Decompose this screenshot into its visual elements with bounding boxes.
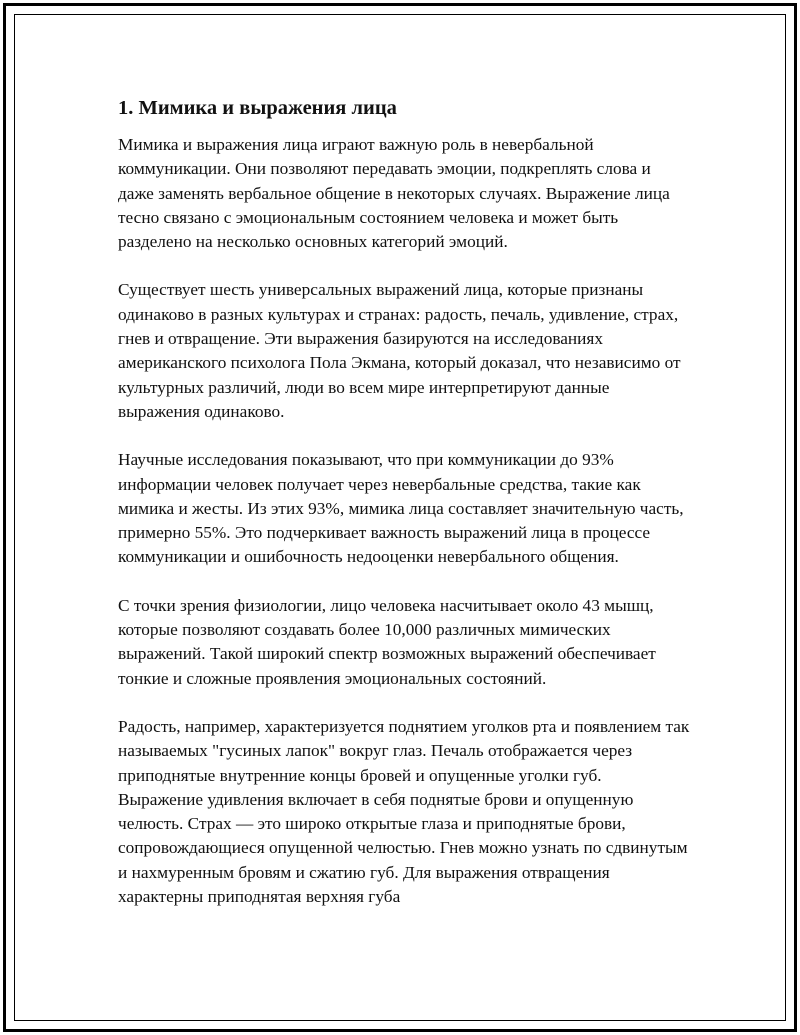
paragraph: Научные исследования показывают, что при коммуникации до 93% информации человек получает через невербальные средства, такие как мимика и жесты. Из этих 93%, мимика лица составляет значительную часть, примерно 55%. Это подчеркивает важность выражений лица в процессе коммуникации и ошибочность недооценки невербального общения. — [118, 450, 684, 567]
paragraph: С точки зрения физиологии, лицо человека насчитывает около 43 мышц, которые позволяют создавать более 10,000 различных мимических выражений. Такой широкий спектр возможных выражений обеспечивает тонкие и сложные проявления эмоциональных состояний. — [118, 595, 656, 688]
paragraph: Мимика и выражения лица играют важную роль в невербальной коммуникации. Они позволяют передавать эмоции, подкреплять слова и даже заменять вербальное общение в некоторых случаях. Выражение лица тесно связано с эмоциональным состоянием человека и может быть разделено на несколько основных категорий эмоций. — [118, 135, 670, 252]
paragraph: Радость, например, характеризуется поднятием уголков рта и появлением так называемых "гусиных лапок" вокруг глаз. Печаль отображается через приподнятые внутренние концы бровей и опущенные уголки губ. Выражение удивления включает в себя поднятые брови и опущенную челюсть. Страх — это широко открытые глаза и приподнятые брови, сопровождающиеся опущенной челюстью. Гнев можно узнать по сдвинутым и нахмуренным бровям и сжатию губ. Для выражения отвращения характерны приподнятая верхняя губа — [118, 716, 690, 907]
document-body — [118, 95, 690, 909]
paragraph: Существует шесть универсальных выражений лица, которые признаны одинаково в разных культурах и странах: радость, печаль, удивление, страх, гнев и отвращение. Эти выражения базируются на исследованиях американского психолога Пола Экмана, который доказал, что независимо от культурных различий, люди во всем мире интерпретируют данные выражения одинаково. — [118, 280, 681, 421]
section-heading: 1. Мимика и выражения лица — [118, 97, 397, 119]
